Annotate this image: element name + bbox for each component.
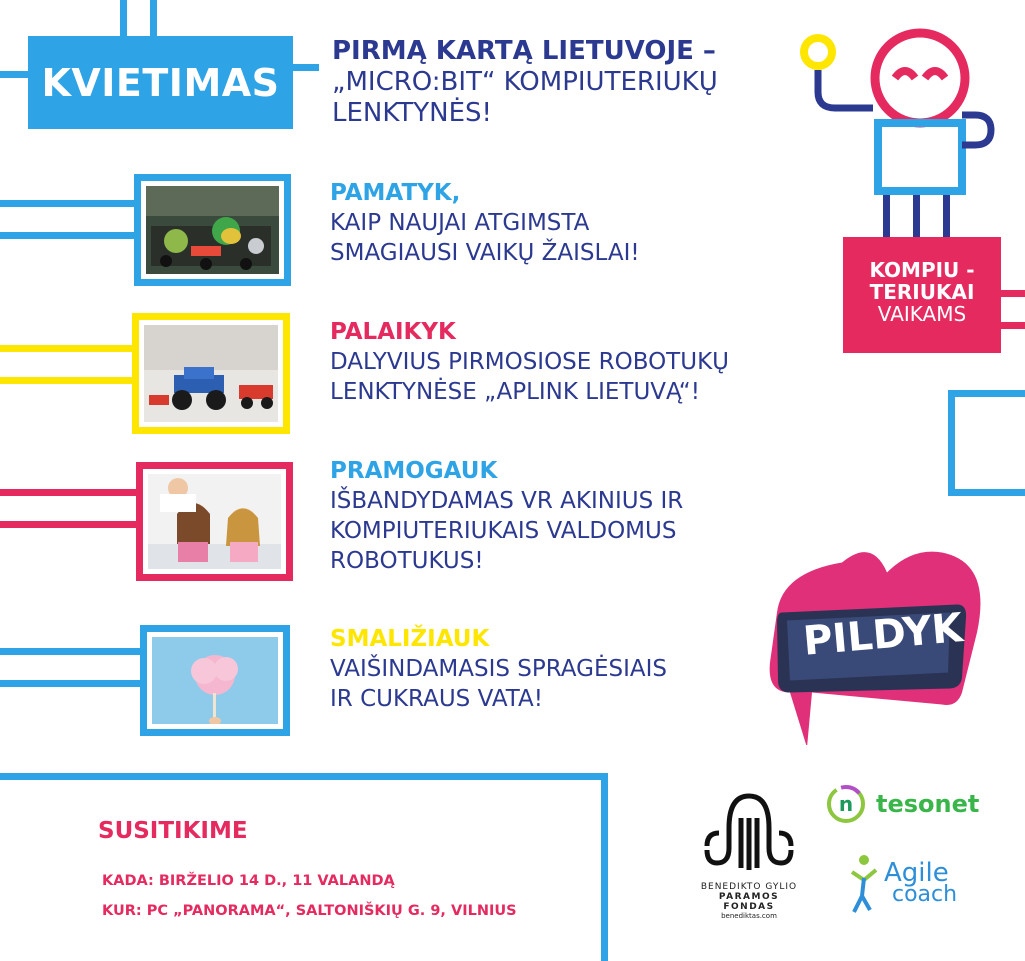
svg-text:n: n xyxy=(838,792,854,816)
section-text: SMAGIAUSI VAIKŲ ŽAISLAI! xyxy=(330,240,640,266)
photo-frame-candy xyxy=(140,625,290,736)
connector-line xyxy=(0,680,140,687)
sponsor-benediktas xyxy=(694,788,804,920)
robot-label-line: VAIKAMS xyxy=(877,302,967,326)
title-line: LENKTYNĖS! xyxy=(332,98,492,128)
footer-border-top xyxy=(0,773,608,780)
deco-line xyxy=(150,0,157,36)
deco-frame xyxy=(948,390,1025,496)
deco-line xyxy=(0,71,28,78)
connector-line xyxy=(0,521,136,528)
section-heading: PAMATYK, xyxy=(330,180,461,206)
footer-border-right xyxy=(601,773,608,961)
connector-line xyxy=(0,345,132,352)
person-icon xyxy=(848,852,880,916)
rc-cars-photo xyxy=(144,325,278,422)
sponsor-tesonet xyxy=(824,782,979,826)
section-pramogauk xyxy=(330,456,770,576)
section-text: VAIŠINDAMASIS SPRAGĖSIAIS xyxy=(330,656,667,682)
robot-label xyxy=(843,237,1001,353)
sponsor-name: BENEDIKTO GYLIO xyxy=(700,882,798,892)
sponsor-name: PARAMOS FONDAS xyxy=(718,892,780,912)
deco-line xyxy=(293,64,319,71)
section-heading: PALAIKYK xyxy=(330,319,456,345)
connector-line xyxy=(0,648,140,655)
section-pamatyk xyxy=(330,178,750,268)
kids-photo xyxy=(148,474,281,569)
photo-frame-kids xyxy=(136,462,293,581)
section-smaliziauk xyxy=(330,624,770,714)
connector-line xyxy=(0,489,136,496)
event-where: KUR: PC „PANORAMA“, SALTONIŠKIŲ G. 9, VILNIUS xyxy=(102,903,517,919)
section-text: KAIP NAUJAI ATGIMSTA xyxy=(330,210,590,236)
section-text: IŠBANDYDAMAS VR AKINIUS IR xyxy=(330,488,684,514)
section-text: LENKTYNĖSE „APLINK LIETUVĄ“! xyxy=(330,379,700,405)
photo-frame-cars xyxy=(132,313,290,434)
connector-line xyxy=(0,232,134,239)
section-heading: SMALIŽIAUK xyxy=(330,626,490,652)
section-text: IR CUKRAUS VATA! xyxy=(330,686,544,712)
section-heading: PRAMOGAUK xyxy=(330,458,498,484)
footer-heading: SUSITIKIME xyxy=(98,818,248,844)
tesonet-text: tesonet xyxy=(876,790,980,818)
photo-frame-robots xyxy=(134,174,291,286)
page-title xyxy=(332,36,792,129)
octopus-icon xyxy=(699,788,799,878)
deco-line xyxy=(1001,290,1025,297)
section-text: ROBOTUKUS! xyxy=(330,548,484,574)
section-text: KOMPIUTERIUKAIS VALDOMUS xyxy=(330,518,677,544)
robot-illustration xyxy=(795,20,1015,245)
title-line: PIRMĄ KARTĄ LIETUVOJE – xyxy=(332,36,716,66)
deco-line xyxy=(1001,322,1025,329)
title-line: „MICRO:BIT“ KOMPIUTERIUKŲ xyxy=(332,67,718,97)
connector-line xyxy=(0,200,134,207)
sponsor-agile-coach xyxy=(848,852,957,916)
coach-text: coach xyxy=(892,882,958,907)
robot-toys-photo xyxy=(146,186,279,274)
agile-text: Agile xyxy=(884,858,949,888)
robot-label-line: KOMPIU - xyxy=(869,258,975,282)
cotton-candy-photo xyxy=(152,637,278,724)
event-when: KADA: BIRŽELIO 14 D., 11 VALANDĄ xyxy=(102,873,395,889)
section-palaikyk xyxy=(330,317,770,407)
sponsor-url: benediktas.com xyxy=(721,912,777,920)
section-text: DALYVIUS PIRMOSIOSE ROBOTUKŲ xyxy=(330,349,729,375)
deco-line xyxy=(120,0,127,36)
tesonet-logo-icon xyxy=(824,782,868,826)
pildyk-button[interactable]: PILDYK xyxy=(801,605,965,665)
robot-label-line: TERIUKAI xyxy=(869,280,975,304)
invitation-badge: KVIETIMAS xyxy=(28,36,293,129)
connector-line xyxy=(0,377,132,384)
